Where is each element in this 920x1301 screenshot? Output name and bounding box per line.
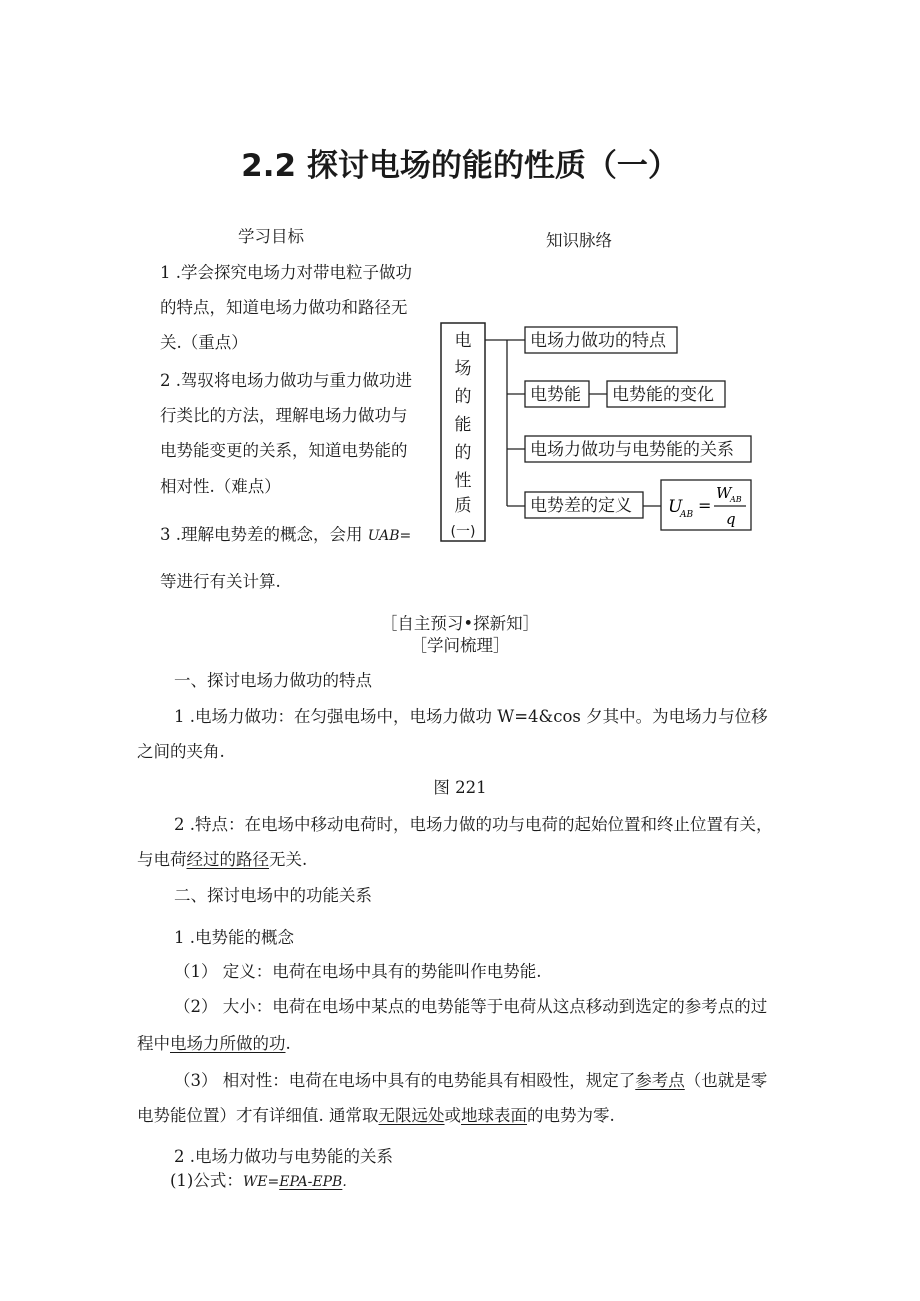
part-1-heading: 一、探讨电场力做功的特点	[174, 671, 372, 690]
part-2-s2: 2 .电场力做功与电势能的关系	[174, 1147, 393, 1166]
root-char-7: 质	[454, 496, 472, 516]
goal-3-line-1	[160, 524, 411, 547]
formula-w-sub: AB	[730, 495, 742, 504]
part-2-heading: 二、探讨电场中的功能关系	[174, 886, 372, 905]
root-char-6: 性	[454, 471, 472, 491]
part-2-s1b-line-2: 程中电场力所做的功.	[137, 1034, 291, 1053]
part-2-s1b-line-1: （2） 大小：电荷在电场中某点的电势能等于电荷从这点移动到选定的参考点的过	[174, 997, 768, 1016]
part-2-s2a: (1)公式：WE=EPA-EPB.	[170, 1171, 347, 1190]
part-2-s1a: （1） 定义：电荷在电场中具有的势能叫作电势能.	[174, 962, 542, 981]
branch-4-label: 电势差的定义	[530, 496, 632, 516]
learning-goals-heading: 学习目标	[238, 227, 304, 246]
part-1-p1-line-1: 1 .电场力做功：在匀强电场中，电场力做功 W=4&cos 夕其中。为电场力与位移	[174, 707, 768, 726]
knowledge-map-heading: 知识脉络	[546, 231, 612, 250]
underlined-answer: 经过的路径	[186, 850, 269, 869]
goal-2-line-1: 2 .驾驭将电场力做功与重力做功进	[160, 371, 412, 390]
formula-w: W	[716, 484, 732, 502]
part-2-s1: 1 .电势能的概念	[174, 928, 294, 947]
goal-2-line-3: 电势能变更的关系，知道电势能的	[160, 441, 408, 460]
section-header-main: ［自主预习•探新知］	[380, 614, 540, 633]
branch-2b-label: 电势能的变化	[612, 385, 714, 405]
part-2-s1c-line-2: 电势能位置）才有详细值. 通常取无限远处或地球表面的电势为零.	[137, 1106, 615, 1125]
underlined-answer: 电场力所做的功	[170, 1034, 286, 1053]
underlined-answer: 地球表面	[461, 1106, 527, 1125]
part-2-s1c-line-1: （3） 相对性：电荷在电场中具有的电势能具有相殴性，规定了参考点（也就是零	[174, 1071, 768, 1090]
root-char-2: 场	[454, 359, 472, 379]
root-char-8: (一)	[450, 524, 476, 540]
formula-u: U	[668, 497, 683, 517]
underlined-answer: 参考点	[635, 1071, 685, 1090]
goal-3-line-2: 等进行有关计算.	[160, 572, 281, 591]
root-char-3: 的	[454, 387, 472, 407]
goal-1-line-2: 的特点，知道电场力做功和路径无	[160, 298, 408, 317]
goal-3-text: 3 .理解电势差的概念，会用	[160, 525, 363, 544]
figure-caption: 图 221	[433, 778, 487, 797]
underlined-answer: EPA-EPB	[279, 1174, 343, 1190]
root-char-5: 的	[454, 443, 472, 463]
root-char-4: 能	[454, 415, 472, 435]
page-title: 2.2 探讨电场的能的性质（一）	[241, 148, 679, 184]
goal-1-line-1: 1 .学会探究电场力对带电粒子做功	[160, 263, 412, 282]
goal-2-line-4: 相对性.（难点）	[160, 477, 281, 496]
formula-q: q	[726, 510, 736, 528]
branch-3-label: 电场力做功与电势能的关系	[530, 440, 734, 460]
formula-u-sub: AB	[680, 510, 694, 520]
part-1-p2-line-1: 2 .特点：在电场中移动电荷时，电场力做的功与电荷的起始位置和终止位置有关，	[174, 815, 773, 834]
underlined-answer: 无限远处	[378, 1106, 445, 1125]
section-header-sub: ［学问梳理］	[410, 636, 510, 655]
part-1-p1-line-2: 之间的夹角.	[137, 742, 225, 761]
formula-eq: =	[698, 496, 712, 515]
goal-3-formula: UAB=	[367, 528, 412, 544]
root-char-1: 电	[454, 331, 472, 351]
goal-2-line-2: 行类比的方法，理解电场力做功与	[160, 406, 408, 425]
knowledge-map-diagram	[440, 318, 760, 548]
branch-2a-label: 电势能	[530, 385, 581, 405]
branch-1-label: 电场力做功的特点	[530, 331, 666, 351]
part-1-p2-line-2: 与电荷经过的路径无关.	[137, 850, 308, 869]
goal-1-line-3: 关.（重点）	[160, 333, 248, 352]
